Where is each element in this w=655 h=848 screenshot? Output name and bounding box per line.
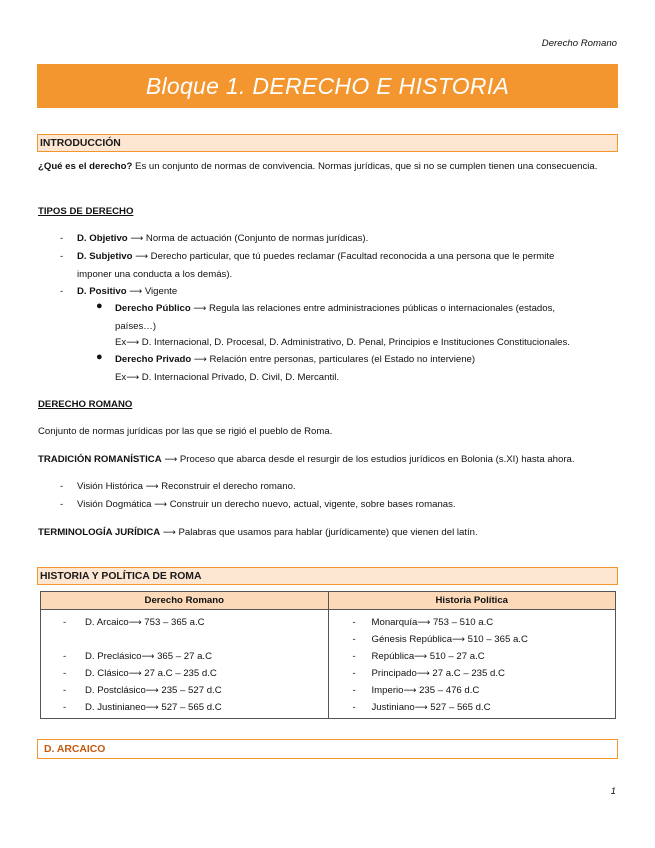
list-item <box>329 614 616 631</box>
publico-examples-text: D. Internacional, D. Procesal, D. Administrativo, D. Penal, Principios e Instituciones Constitucionales. <box>139 337 570 348</box>
arrow-icon: ⟶ <box>145 703 159 713</box>
bullet-icon: ● <box>96 300 103 312</box>
section-heading-introduccion: INTRODUCCIÓN <box>37 134 618 152</box>
list-item <box>329 682 616 699</box>
dash-marker: - <box>352 634 356 645</box>
vision-historica-label: Visión Histórica <box>77 481 143 492</box>
page-number: 1 <box>610 786 616 797</box>
dash-marker: - <box>63 685 67 696</box>
tipos-heading-text: TIPOS DE DERECHO <box>38 206 134 217</box>
subjetivo-text: Derecho particular, que tú puedes reclamar (Facultad reconocida a una persona que le permite <box>148 251 555 262</box>
period-label: D. Clásico <box>85 668 129 679</box>
publico-item <box>115 300 617 319</box>
spacer <box>41 631 328 648</box>
arrow-icon: ⟶ <box>193 304 207 314</box>
tipos-heading <box>38 203 133 221</box>
period-label: D. Postclásico <box>85 685 146 696</box>
period-label: Monarquía <box>371 617 418 628</box>
dash-marker: - <box>60 481 64 492</box>
dash-marker: - <box>352 617 356 628</box>
dash-marker: - <box>352 702 356 713</box>
tradicion-label: TRADICIÓN ROMANÍSTICA <box>38 454 162 465</box>
terminologia-label: TERMINOLOGÍA JURÍDICA <box>38 527 161 538</box>
intro-question: ¿Qué es el derecho? <box>38 161 133 172</box>
arrow-icon: ⟶ <box>403 686 417 696</box>
arrow-icon: ⟶ <box>414 652 428 662</box>
dash-marker: - <box>352 651 356 662</box>
tradicion-text: Proceso que abarca desde el resurgir de los estudios jurídicos en Bolonia (s.XI) hasta ahora. <box>177 454 575 465</box>
dash-marker: - <box>63 651 67 662</box>
period-range: 27 a.C – 235 d.C <box>141 668 217 679</box>
romano-heading <box>38 396 132 414</box>
running-header: Derecho Romano <box>541 38 617 49</box>
period-range: 235 – 527 d.C <box>158 685 222 696</box>
section-heading-arcaico: D. ARCAICO <box>37 739 618 759</box>
arrow-icon: ⟶ <box>145 482 159 492</box>
table-row <box>41 610 616 719</box>
dash-marker: - <box>60 251 64 262</box>
period-range: 510 – 27 a.C <box>427 651 485 662</box>
period-label: D. Preclásico <box>85 651 142 662</box>
list-item <box>41 665 328 682</box>
period-range: 527 – 565 d.C <box>158 702 222 713</box>
subjetivo-continuation: imponer una conducta a los demás). <box>77 269 233 280</box>
vision-dogmatica-label: Visión Dogmática <box>77 499 152 510</box>
derecho-periods-cell <box>41 610 329 719</box>
period-label: Imperio <box>371 685 404 696</box>
period-range: 527 – 565 d.C <box>427 702 491 713</box>
intro-paragraph <box>38 158 617 176</box>
list-item <box>41 699 328 716</box>
historia-periods-cell <box>328 610 616 719</box>
romano-heading-text: DERECHO ROMANO <box>38 399 133 410</box>
table-header-row <box>41 592 616 610</box>
list-item <box>329 665 616 682</box>
positivo-label: D. Positivo <box>77 286 127 297</box>
arrow-icon: ⟶ <box>162 528 176 538</box>
publico-text: Regula las relaciones entre administraciones públicas o internacionales (estados, <box>206 303 556 314</box>
period-range: 753 – 365 a.C <box>141 617 205 628</box>
positivo-item <box>77 283 177 302</box>
period-label: Principado <box>371 668 417 679</box>
title-banner <box>37 64 618 108</box>
period-range: 365 – 27 a.C <box>154 651 213 662</box>
dash-marker: - <box>352 668 356 679</box>
arrow-icon: ⟶ <box>128 669 142 679</box>
intro-answer: Es un conjunto de normas de convivencia. Normas jurídicas, que si no se cumplen tienen una consecuencia. <box>132 161 598 172</box>
arrow-icon: ⟶ <box>130 234 144 244</box>
arrow-icon: ⟶ <box>141 652 155 662</box>
vision-historica-text: Reconstruir el derecho romano. <box>158 481 296 492</box>
arrow-icon: ⟶ <box>135 252 149 262</box>
terminologia-item <box>38 524 478 543</box>
dash-marker: - <box>60 499 64 510</box>
dash-marker: - <box>63 702 67 713</box>
vision-historica-item <box>77 478 296 497</box>
list-item <box>41 648 328 665</box>
period-label: República <box>371 651 415 662</box>
vision-dogmatica-item <box>77 496 456 515</box>
period-range: 753 – 510 a.C <box>430 617 494 628</box>
objetivo-item <box>77 230 368 249</box>
column-header-historia: Historia Política <box>328 592 616 610</box>
list-item <box>329 699 616 716</box>
publico-label: Derecho Público <box>115 303 191 314</box>
tradicion-item <box>38 451 575 470</box>
positivo-text: Vigente <box>142 286 178 297</box>
example-label: Ex <box>115 372 127 383</box>
period-range: 235 – 476 d.C <box>416 685 480 696</box>
list-item <box>41 614 328 631</box>
privado-examples-text: D. Internacional Privado, D. Civil, D. Mercantil. <box>139 372 340 383</box>
arrow-icon: ⟶ <box>128 618 142 628</box>
bullet-icon: ● <box>96 351 103 363</box>
dash-marker: - <box>60 233 64 244</box>
arrow-icon: ⟶ <box>417 618 431 628</box>
arrow-icon: ⟶ <box>126 373 140 383</box>
list-item <box>41 682 328 699</box>
arrow-icon: ⟶ <box>452 635 465 645</box>
terminologia-text: Palabras que usamos para hablar (jurídicamente) que vienen del latín. <box>175 527 478 538</box>
period-label: Génesis República <box>371 634 453 645</box>
subjetivo-item <box>77 248 617 267</box>
section-heading-historia: HISTORIA Y POLÍTICA DE ROMA <box>37 567 618 585</box>
arrow-icon: ⟶ <box>416 669 430 679</box>
arrow-icon: ⟶ <box>145 686 159 696</box>
period-label: D. Arcaico <box>85 617 129 628</box>
objetivo-text: Norma de actuación (Conjunto de normas jurídicas). <box>143 233 369 244</box>
period-range: 510 – 365 a.C <box>464 634 528 645</box>
publico-examples <box>115 334 570 353</box>
arrow-icon: ⟶ <box>193 355 207 365</box>
arrow-icon: ⟶ <box>154 500 168 510</box>
publico-continuation: países…) <box>115 321 157 332</box>
period-label: D. Justinianeo <box>85 702 146 713</box>
column-header-derecho: Derecho Romano <box>41 592 329 610</box>
example-label: Ex <box>115 337 127 348</box>
list-item <box>329 631 616 648</box>
privado-examples <box>115 369 339 388</box>
dash-marker: - <box>352 685 356 696</box>
arrow-icon: ⟶ <box>129 287 143 297</box>
subjetivo-label: D. Subjetivo <box>77 251 133 262</box>
dash-marker: - <box>63 617 67 628</box>
privado-label: Derecho Privado <box>115 354 192 365</box>
privado-item <box>115 351 475 370</box>
romano-definition: Conjunto de normas jurídicas por las que se rigió el pueblo de Roma. <box>38 426 333 437</box>
vision-dogmatica-text: Construir un derecho nuevo, actual, vigente, sobre bases romanas. <box>167 499 456 510</box>
history-table <box>40 591 616 719</box>
arrow-icon: ⟶ <box>164 455 178 465</box>
page-title: Bloque 1. DERECHO E HISTORIA <box>145 72 510 99</box>
list-item <box>329 648 616 665</box>
privado-text: Relación entre personas, particulares (el Estado no interviene) <box>206 354 476 365</box>
period-label: Justiniano <box>371 702 415 713</box>
period-range: 27 a.C – 235 d.C <box>429 668 505 679</box>
arrow-icon: ⟶ <box>126 338 140 348</box>
arrow-icon: ⟶ <box>414 703 428 713</box>
objetivo-label: D. Objetivo <box>77 233 128 244</box>
dash-marker: - <box>63 668 67 679</box>
dash-marker: - <box>60 286 64 297</box>
